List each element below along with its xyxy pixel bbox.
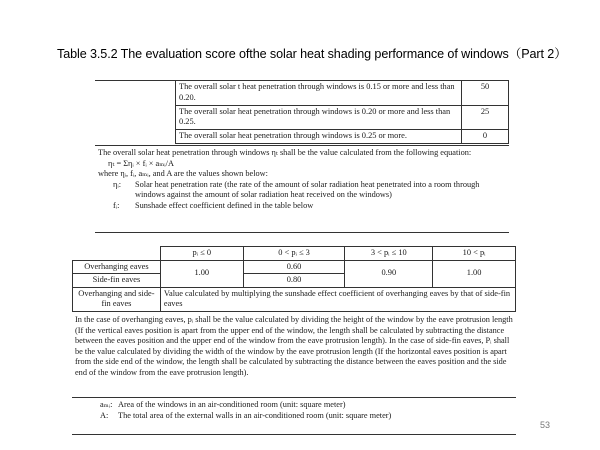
page-title: Table 3.5.2 The evaluation score ofthe solar heat shading performance of windows（Part 2） [57,47,567,61]
table-row [176,105,509,130]
row-label: Overhanging eaves [73,260,161,274]
score-condition: The overall solar t heat penetration through windows is 0.15 or more and less than 0.20. [176,81,462,106]
table-row [176,130,509,144]
cell-value: 0.80 [243,274,345,288]
table-row [176,81,509,106]
column-header: 10 < pᵢ [433,247,516,261]
explanation-block [98,148,508,211]
definition-symbol: fᵢ: [113,200,120,210]
coefficient-table [72,246,516,312]
definition-row [98,180,508,201]
column-header: 0 < pᵢ ≤ 3 [243,247,345,261]
table-rule [72,434,516,435]
table-row [73,287,516,311]
note-text: In the case of overhanging eaves, pᵢ shall be the value calculated by dividing the height of the window by the eave protrusion length (If the vertical eaves position is apart from the upper end of the window, the length shall be calculated by subtracting the distance between the eaves position and the upper end of the window from the eave protrusion length). In the case of side-fin eaves, Pᵢ shall be the value calculated by dividing the width of the window by the eave protrusion length (If the horizontal eaves position is apart from the side end of the window, the length shall be calculated by subtracting the distance between the eaves position and the side end of the window from the eave protrusion length). [75,315,513,377]
column-header: pᵢ ≤ 0 [160,247,243,261]
cell-value: 0.90 [345,260,433,287]
score-condition: The overall solar heat penetration through windows is 0.25 or more. [176,130,462,144]
definition-text: Area of the windows in an air-conditioned room (unit: square meter) [118,400,346,409]
score-value: 50 [462,81,509,106]
table-rule [95,232,509,233]
cell-value: 0.60 [243,260,345,274]
table-rule [95,145,509,146]
table-row [73,260,516,274]
where-line: where ηᵢ, fᵢ, aₘᵢ, and A are the values shown below: [98,169,268,178]
cell-value: 1.00 [160,260,243,287]
definition-row [100,411,500,422]
definition-text: The total area of the external walls in an air-conditioned room (unit: square meter) [118,410,392,420]
definition-row [100,400,500,411]
note-paragraph [75,315,515,378]
score-value: 0 [462,130,509,144]
definition-text: Sunshade effect coefficient defined in the table below [135,200,314,210]
definition-symbol: aₘᵢ: [100,400,113,409]
row-label: Overhanging and side-fin eaves [73,287,161,311]
score-table [175,80,509,144]
table-rule [72,397,516,398]
row-label: Side-fin eaves [73,274,161,288]
header-blank [73,247,161,261]
table-rule [95,80,175,81]
table-header-row [73,247,516,261]
final-definitions [100,400,500,421]
score-condition: The overall solar heat penetration through windows is 0.20 or more and less than 0.25. [176,105,462,130]
definition-text: Solar heat penetration rate (the rate of the amount of solar radiation heat penetrated into a room through windows against the amount of solar radiation heat received on the windows) [135,179,480,199]
page-number: 53 [540,420,551,430]
score-value: 25 [462,105,509,130]
explanation-intro: The overall solar heat penetration through windows ηₜ shall be the value calculated from the following equation: [98,148,472,157]
column-header: 3 < pᵢ ≤ 10 [345,247,433,261]
definition-symbol: A: [100,410,109,420]
cell-value: Value calculated by multiplying the sunshade effect coefficient of overhanging eaves by that of side-fin eaves [160,287,515,311]
definition-symbol: ηᵢ: [113,179,122,189]
definition-row [98,201,508,212]
cell-value: 1.00 [433,260,516,287]
equation: ηₜ = Σηᵢ × fᵢ × aₘᵢ/A [108,158,174,168]
